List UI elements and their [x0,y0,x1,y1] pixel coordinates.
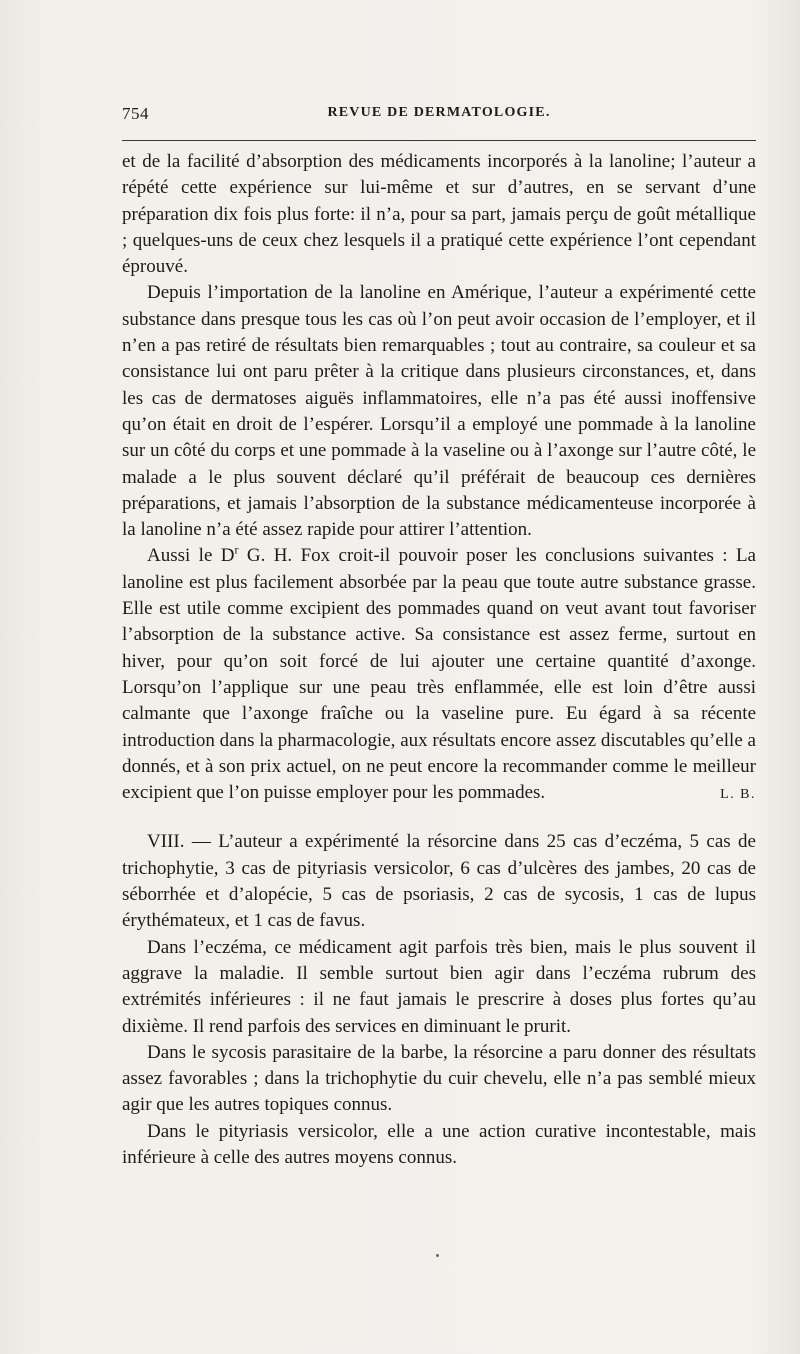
paragraph-1: et de la facilité d’absorption des médicaments incorporés à la lanoline; l’auteur a répété cette expérience sur lui-même et sur d’autres, en se servant d’une préparation dix fois plus forte: il n’a, pour sa part, jamais perçu de goût métallique ; quelques-uns de ceux chez lesquels il a pratiqué cette expérience l’ont cependant éprouvé. [122,151,756,278]
header-rule [122,140,756,141]
paragraph-3-start: Aussi le D [147,545,235,567]
doctor-abbreviation: r [234,543,239,558]
paragraph-3 [122,543,756,806]
page-number: 754 [122,104,149,123]
paragraph-5: Dans l’eczéma, ce médicament agit parfois très bien, mais le plus souvent il aggrave la maladie. Il semble surtout bien agir dans l’eczéma rubrum des extrémités inférieures : il ne faut jamais le prescrire à doses plus fortes qu’au dixième. Il rend parfois des services en diminuant le prurit. [122,936,756,1037]
paragraph-3-body: G. H. Fox croit-il pouvoir poser les conclusions suivantes : La lanoline est plus facilement absorbée par la peau que toute autre substance grasse. Elle est utile comme excipient des pommades quand on veut avant tout favoriser l’absorption de la substance active. Sa consistance est assez ferme, surtout en hiver, pour qu’on soit forcé de lui ajouter une certaine quantité d’axonge. Lorsqu’on l’applique sur une peau très enflammée, elle est loin d’être aussi calmante que l’axonge fraîche ou la vaseline pure. Eu égard à sa récente introduction dans la pharmacologie, aux résultats encore assez discutables qu’elle a donnés, et à son prix actuel, on ne peut encore la recommander comme le meilleur excipient que l’on puisse employer pour les pommades. [122,545,756,804]
paragraph-6: Dans le sycosis parasitaire de la barbe, la résorcine a paru donner des résultats assez favorables ; dans la trichophytie du cuir chevelu, elle n’a pas semblé mieux agir que les autres topiques connus. [122,1041,756,1116]
paragraph-2: Depuis l’importation de la lanoline en Amérique, l’auteur a expérimenté cette substance dans presque tous les cas où l’on peut avoir occasion de l’employer, et il n’en a pas retiré de résultats bien remarquables ; tout au contraire, sa couleur et sa consistance lui ont paru prêter à la critique dans plusieurs circonstances, et, dans les cas de dermatoses aiguës inflammatoires, elle n’a pas été aussi inoffensive qu’on était en droit de l’espérer. Lorsqu’il a employé une pommade à la lanoline sur un côté du corps et une pommade à la vaseline ou à l’axonge sur l’autre côté, le malade a le plus souvent déclaré qu’il préférait de beaucoup ces dernières préparations, et jamais l’absorption de la substance médicamenteuse incorporée à la lanoline n’a été assez rapide pour attirer l’attention. [122,282,756,541]
body-text [122,149,756,1171]
paragraph-7: Dans le pityriasis versicolor, elle a une action curative incontestable, mais inférieure à celle des autres moyens connus. [122,1120,756,1168]
print-dot [436,1254,439,1257]
page-header [122,104,756,130]
running-title: REVUE DE DERMATOLOGIE. [327,105,551,120]
paragraph-4: VIII. — L’auteur a expérimenté la résorcine dans 25 cas d’eczéma, 5 cas de trichophytie, 3 cas de pityriasis versicolor, 6 cas d’ulcères des jambes, 20 cas de séborrhée et d’alopécie, 5 cas de psoriasis, 2 cas de sycosis, 1 cas de lupus érythémateux, et 1 cas de favus. [122,831,756,932]
author-signature: L. B. [720,787,756,803]
